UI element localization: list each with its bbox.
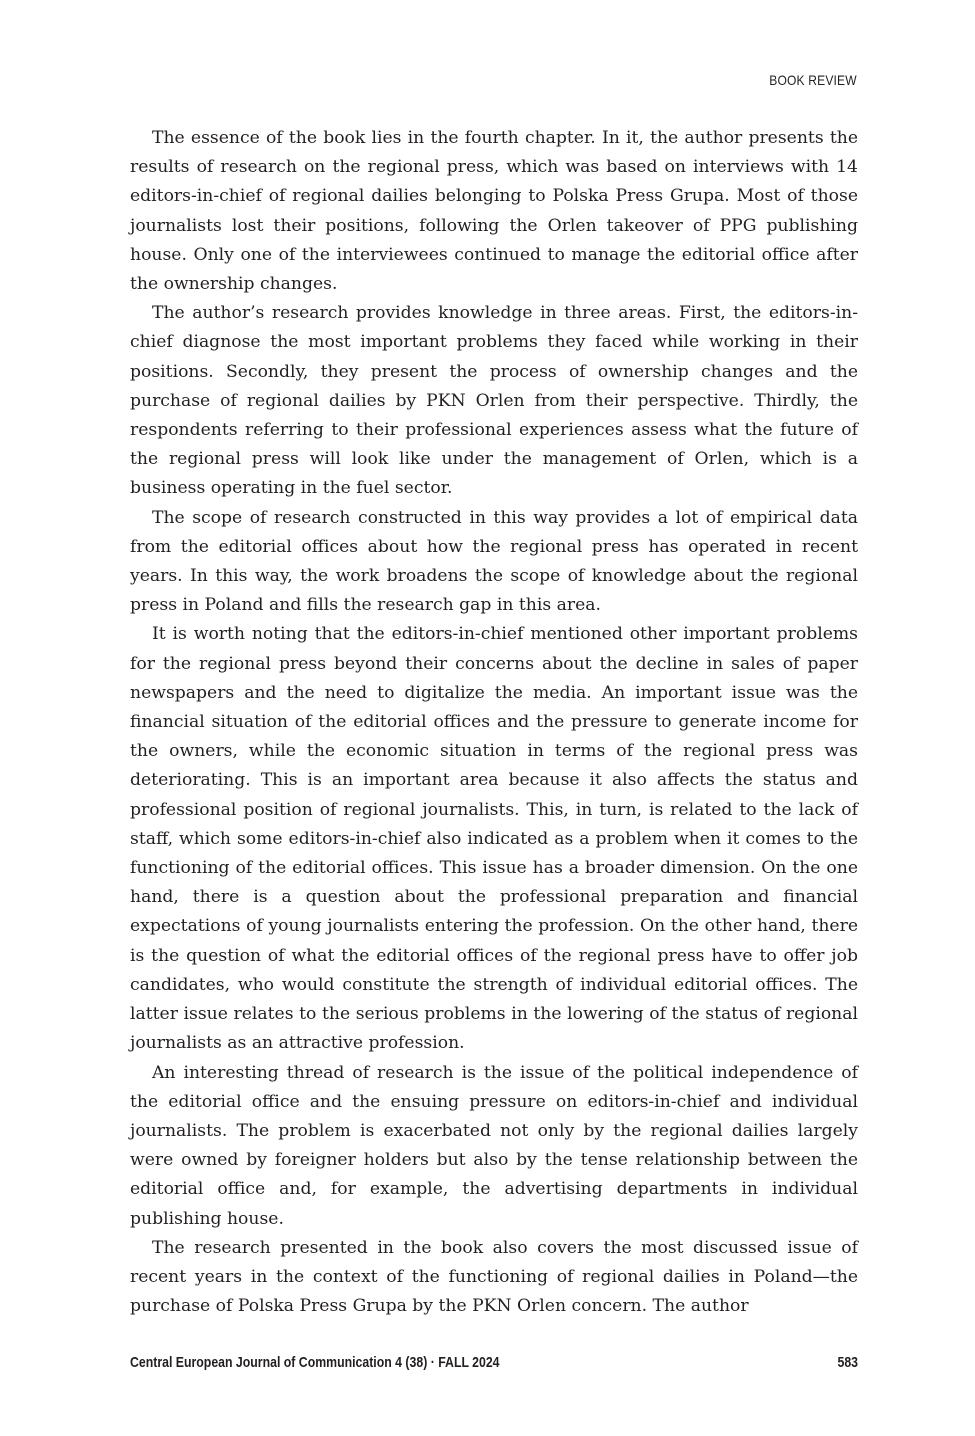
page-number: 583 <box>837 1354 858 1371</box>
body-paragraph: An interesting thread of research is the issue of the political independence of the editorial office and the ensuing pressure on editors-in-chief and individual journalists. The problem is exacerbated not only by the regional dailies largely were owned by foreigner holders but also by the tense relationship between the editorial office and, for example, the advertising departments in individual publishing house. <box>130 1062 858 1229</box>
running-head: BOOK REVIEW <box>769 72 857 88</box>
page-footer <box>130 1354 858 1376</box>
body-paragraph: The author’s research provides knowledge in three areas. First, the editors-in-chief diagnose the most important problems they faced while working in their positions. Secondly, they present the process of ownership changes and the purchase of regional dailies by PKN Orlen from their perspective. Thirdly, the respondents referring to their professional experiences assess what the future of the regional press will look like under the management of Orlen, which is a business operating in the fuel sector. <box>130 303 858 499</box>
article-body <box>130 124 858 1321</box>
body-paragraph: The essence of the book lies in the fourth chapter. In it, the author presents the results of research on the regional press, which was based on interviews with 14 editors-in-chief of regional dailies belonging to Polska Press Grupa. Most of those journalists lost their positions, following the Orlen takeover of PPG publishing house. Only one of the interviewees continued to manage the editorial office after the ownership changes. <box>130 128 858 295</box>
body-paragraph: It is worth noting that the editors-in-chief mentioned other important problems for the regional press beyond their concerns about the decline in sales of paper newspapers and the need to digitalize the media. An important issue was the financial situation of the editorial offices and the pressure to generate income for the owners, while the economic situation in terms of the regional press was deteriorating. This is an important area because it also affects the status and professional position of regional journalists. This, in turn, is related to the lack of staff, which some editors-in-chief also indicated as a problem when it comes to the functioning of the editorial offices. This issue has a broader dimension. On the one hand, there is a question about the professional preparation and financial expectations of young journalists entering the profession. On the other hand, there is the question of what the editorial offices of the regional press have to offer job candidates, who would constitute the strength of individual editorial offices. The latter issue relates to the serious problems in the lowering of the status of regional journalists as an attractive profession. <box>130 624 858 1054</box>
body-paragraph: The research presented in the book also covers the most discussed issue of recent years in the context of the functioning of regional dailies in Poland—the purchase of Polska Press Grupa by the PKN Orlen concern. The author <box>130 1237 858 1317</box>
journal-citation: Central European Journal of Communication 4 (38) · FALL 2024 <box>130 1354 500 1371</box>
body-paragraph: The scope of research constructed in this way provides a lot of empirical data from the editorial offices about how the regional press has operated in recent years. In this way, the work broadens the scope of knowledge about the regional press in Poland and fills the research gap in this area. <box>130 507 858 616</box>
